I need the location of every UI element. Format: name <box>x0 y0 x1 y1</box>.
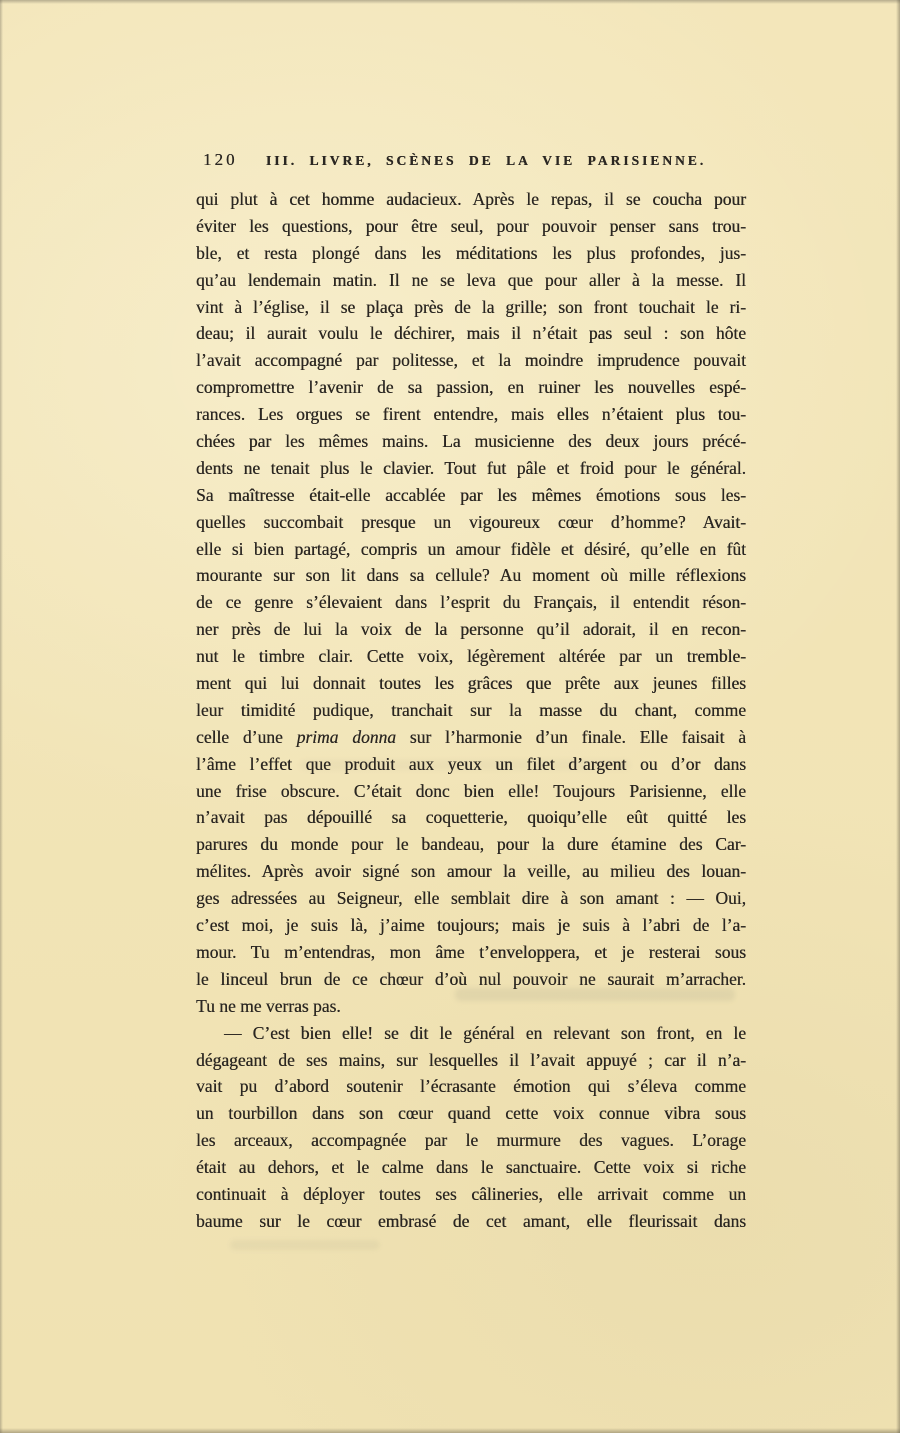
text-line: mour. Tu m’entendras, mon âme t’enveloppera, et je resterai sous <box>196 941 746 962</box>
text-line: ble, et resta plongé dans les méditations les plus profondes, jus- <box>196 242 746 263</box>
text-line: c’est moi, je suis là, j’aime toujours; mais je suis à l’abri de l’a- <box>196 915 746 936</box>
scan-edge-top <box>0 0 900 4</box>
text-line: parures du monde pour le bandeau, pour la dure étamine des Car- <box>196 834 746 855</box>
text-line: une frise obscure. C’était donc bien elle! Toujours Parisienne, elle <box>196 780 746 801</box>
text-line: ges adressées au Seigneur, elle semblait dire à son amant : — Oui, <box>196 888 746 909</box>
text-line: quelles succombait presque un vigoureux cœur d’homme? Avait- <box>196 511 746 532</box>
text-line: le linceul brun de ce chœur d’où nul pouvoir ne saurait m’arracher. <box>196 968 746 989</box>
text-line: dents ne tenait plus le clavier. Tout fut pâle et froid pour le général. <box>196 457 746 478</box>
page-number: 120 <box>203 150 238 169</box>
text-line: elle si bien partagé, compris un amour fidèle et désiré, qu’elle en fût <box>196 538 746 559</box>
text-line: baume sur le cœur embrasé de cet amant, elle fleurissait dans <box>196 1210 746 1231</box>
text-line: l’avait accompagné par politesse, et la moindre imprudence pouvait <box>196 350 746 371</box>
text-line: qu’au lendemain matin. Il ne se leva que pour aller à la messe. Il <box>196 269 746 290</box>
text-line: qui plut à cet homme audacieux. Après le repas, il se coucha pour <box>196 189 746 209</box>
text-line: ment qui lui donnait toutes les grâces que prête aux jeunes filles <box>196 673 746 694</box>
text-line: Tu ne me verras pas. <box>196 995 341 1016</box>
text-line: dégageant de ses mains, sur lesquelles il l’avait appuyé ; car il n’a- <box>196 1049 746 1070</box>
text-line: nut le timbre clair. Cette voix, légèrement altérée par un tremble- <box>196 646 746 667</box>
text-line: chées par les mêmes mains. La musicienne des deux jours précé- <box>196 431 746 452</box>
scan-edge-bottom <box>0 1428 900 1433</box>
text-line: vint à l’église, il se plaça près de la grille; son front touchait le ri- <box>196 296 746 317</box>
text-line: un tourbillon dans son cœur quand cette voix connue vibra sous <box>196 1103 746 1124</box>
page-body <box>196 186 746 1235</box>
text-line: rances. Les orgues se firent entendre, mais elles n’étaient plus tou- <box>196 404 746 425</box>
text-line: l’âme l’effet que produit aux yeux un filet d’argent ou d’or dans <box>196 753 746 774</box>
text-line: était au dehors, et le calme dans le sanctuaire. Cette voix si riche <box>196 1157 746 1178</box>
showthrough-ghost <box>230 1240 380 1250</box>
text-line: Sa maîtresse était-elle accablée par les mêmes émotions sous les- <box>196 484 746 505</box>
text-line: compromettre l’avenir de sa passion, en ruiner les nouvelles espé- <box>196 377 746 398</box>
text-line: mourante sur son lit dans sa cellule? Au moment où mille réflexions <box>196 565 746 586</box>
page-header <box>196 149 746 175</box>
running-title: III. LIVRE, SCÈNES DE LA VIE PARISIENNE. <box>265 153 707 168</box>
text-line: n’avait pas dépouillé sa coquetterie, quoiqu’elle eût quitté les <box>196 807 746 828</box>
scan-edge-left <box>0 0 3 1433</box>
scan-edge-right <box>896 0 900 1433</box>
text-line: — C’est bien elle! se dit le général en relevant son front, en le <box>224 1022 746 1043</box>
text-line: deau; il aurait voulu le déchirer, mais il n’était pas seul : son hôte <box>196 323 746 344</box>
text-line: de ce genre s’élevaient dans l’esprit du Français, il entendit réson- <box>196 592 746 613</box>
text-line: éviter les questions, pour être seul, pour pouvoir penser sans trou- <box>196 215 746 236</box>
text-line: celle d’une prima donna sur l’harmonie d’un finale. Elle faisait à <box>196 726 747 747</box>
text-line: vait pu d’abord soutenir l’écrasante émotion qui s’éleva comme <box>196 1076 746 1097</box>
text-line: ner près de lui la voix de la personne qu’il adorait, il en recon- <box>196 619 746 640</box>
text-line: continuait à déployer toutes ses câlineries, elle arrivait comme un <box>196 1183 746 1204</box>
text-line: mélites. Après avoir signé son amour la veille, au milieu des louan- <box>196 861 746 882</box>
text-line: les arceaux, accompagnée par le murmure des vagues. L’orage <box>196 1130 746 1151</box>
text-line: leur timidité pudique, tranchait sur la masse du chant, comme <box>196 699 746 720</box>
